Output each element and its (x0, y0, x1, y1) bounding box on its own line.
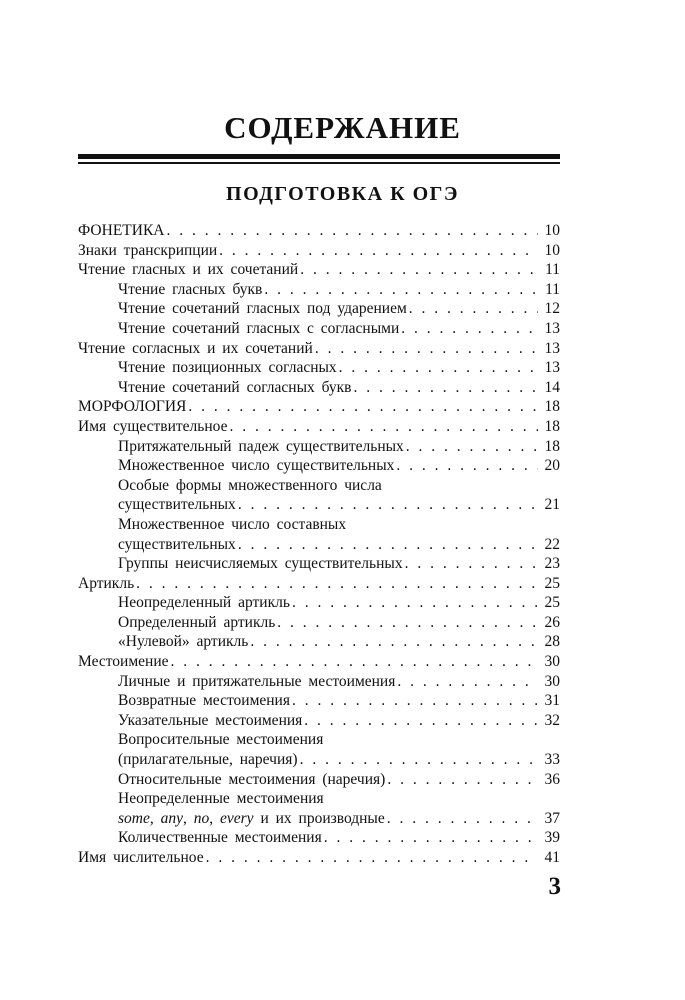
toc-entry[interactable]: Местоимение . . . 30 (78, 652, 560, 672)
toc-entry[interactable]: ФОНЕТИКА . . . 10 (78, 221, 560, 241)
page-title: СОДЕРЖАНИЕ (224, 110, 461, 145)
toc-entry[interactable]: Чтение согласных и их сочетаний . . . 13 (78, 339, 560, 359)
toc-entry[interactable]: Указательные местоимения . . . 32 (78, 711, 560, 731)
toc-entry[interactable]: Имя числительное . . . 41 (78, 848, 560, 868)
toc-entry[interactable]: Личные и притяжательные местоимения . . . 30 (78, 672, 560, 692)
toc-entry[interactable]: Возвратные местоимения . . . 31 (78, 691, 560, 711)
toc-entry[interactable]: существительных . . . 22 (78, 535, 560, 555)
toc-entry-continued[interactable]: Множественное число составных (118, 515, 347, 533)
title-rule-thick (78, 154, 560, 159)
toc-entry[interactable]: (прилагательные, наречия) . . . 33 (78, 750, 560, 770)
toc-entry[interactable]: Неопределенный артикль . . . 25 (78, 593, 560, 613)
page-number: 3 (548, 873, 561, 900)
toc-entry[interactable]: существительных . . . 21 (78, 495, 560, 515)
toc-entry[interactable]: Имя существительное . . . 18 (78, 417, 560, 437)
toc-entry[interactable]: Артикль . . . 25 (78, 574, 560, 594)
toc-entry[interactable]: Чтение сочетаний гласных с согласными . . . 13 (78, 319, 560, 339)
toc-entry[interactable]: Множественное число существительных . . . 20 (78, 456, 560, 476)
toc-entry-continued[interactable]: Особые формы множественного числа (118, 476, 382, 494)
toc-entry[interactable]: Количественные местоимения . . . 39 (78, 828, 560, 848)
toc-entry-continued[interactable]: Вопросительные местоимения (118, 731, 324, 749)
toc-entry[interactable]: Знаки транскрипции . . . 10 (78, 241, 560, 261)
toc-entry-continued[interactable]: Неопределенные местоимения (118, 790, 324, 808)
toc-entry[interactable]: Чтение гласных букв . . . 11 (78, 280, 560, 300)
title-rule-thin (78, 162, 560, 164)
section-heading: ПОДГОТОВКА К ОГЭ (226, 183, 459, 205)
toc-entry[interactable]: Группы неисчисляемых существительных . . . 23 (78, 554, 560, 574)
toc-entry[interactable]: Чтение сочетаний гласных под ударением . . . 12 (78, 299, 560, 319)
toc-entry[interactable]: some, any, no, every и их производные . . . 37 (78, 809, 560, 829)
toc-entry[interactable]: Чтение сочетаний согласных букв . . . 14 (78, 378, 560, 398)
toc-entry[interactable]: МОРФОЛОГИЯ . . . 18 (78, 397, 560, 417)
toc-entry[interactable]: «Нулевой» артикль . . . 28 (78, 632, 560, 652)
toc-entry[interactable]: Относительные местоимения (наречия) . . . 36 (78, 770, 560, 790)
toc-entry[interactable]: Определенный артикль . . . 26 (78, 613, 560, 633)
table-of-contents (78, 221, 560, 868)
toc-entry[interactable]: Чтение позиционных согласных . . . 13 (78, 358, 560, 378)
toc-entry[interactable]: Притяжательный падеж существительных . . . 18 (78, 437, 560, 457)
toc-entry[interactable]: Чтение гласных и их сочетаний . . . 11 (78, 260, 560, 280)
